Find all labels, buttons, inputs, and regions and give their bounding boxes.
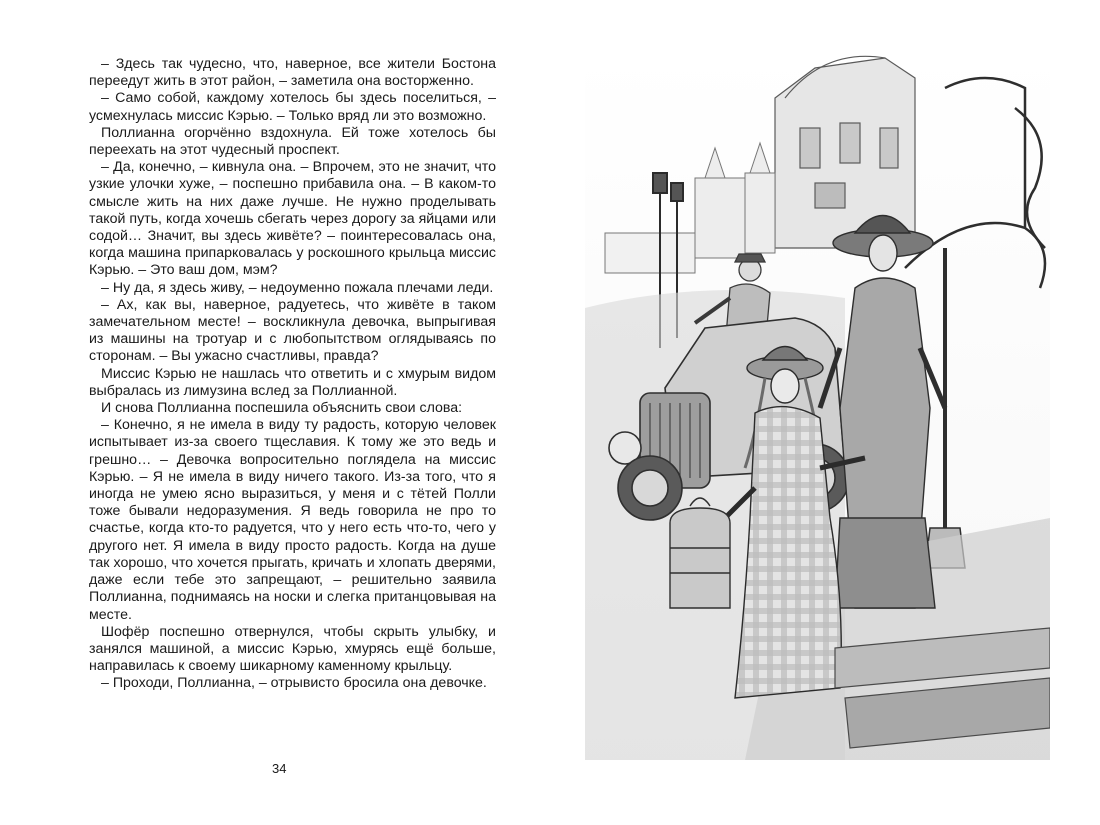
paragraph: – Да, конечно, – кивнула она. – Впрочем, это не значит, что узкие улочки хуже, – поспешно прибавила она. – В каком-то смысле жить на них даже лучше. Не нужно проделывать такой путь, когда хочешь сбегать через дорогу за яйцами или содой… Значит, вы здесь живёте? – поинтересовалась она, когда машина припарковалась у роскошного крыльца миссис Кэрью. – Это ваш дом, мэм? [89,159,496,279]
paragraph: – Само собой, каждому хотелось бы здесь поселиться, – усмехнулась миссис Кэрью. – Только вряд ли это возможно. [89,90,496,124]
paragraph: Миссис Кэрью не нашлась что ответить и с хмурым видом выбралась из лимузина вслед за Поллианной. [89,365,496,399]
paragraph: – Проходи, Поллианна, – отрывисто бросила она девочке. [101,675,487,692]
paragraph: – Конечно, я не имела в виду ту радость, которую человек испытывает из-за своего тщеславия. К тому же это ведь и грешно… – Девочка вопросительно поглядела на миссис Кэрью. – Я не имела в виду ничего такого. Из-за того, что я иногда не умею ясно выразиться, у меня и с тётей Полли тоже бывали недоразумения. Я ведь говорила не про то счастье, когда кто-то радуется, что у него есть что-то, чего у другого нет. Я имела в виду просто радость. Когда на душе так хорошо, что хочется прыгать, кричать и хлопать дверями, даже если тебе это запрещают, – решительно заявила Поллианна, поднимаясь на носки и слегка пританцовывая на месте. [89,417,496,623]
paragraph: И снова Поллианна поспешила объяснить свои слова: [101,400,463,417]
paragraph: – Ах, как вы, наверное, радуетесь, что живёте в таком замечательном месте! – воскликнула девочка, выпрыгивая из машины на тротуар и с любопытством оглядываясь по сторонам. – Вы ужасно счастливы, правда? [89,296,496,365]
paragraph: – Здесь так чудесно, что, наверное, все жители Бостона переедут жить в этот район, – заметила она восторженно. [89,56,496,90]
paragraph: Поллианна огорчённо вздохнула. Ей тоже хотелось бы переехать на этот чудесный проспект. [89,124,496,159]
main-text [89,56,496,693]
page-number: 34 [272,761,287,776]
street-scene-illustration [585,48,1050,760]
paragraph: – Ну да, я здесь живу, – недоуменно пожала плечами леди. [101,279,494,296]
paragraph: Шофёр поспешно отвернулся, чтобы скрыть улыбку, и занялся машиной, а миссис Кэрью, хмурясь ещё больше, направилась к своему шикарному каменному крыльцу. [89,623,496,675]
suitcase [670,498,730,608]
